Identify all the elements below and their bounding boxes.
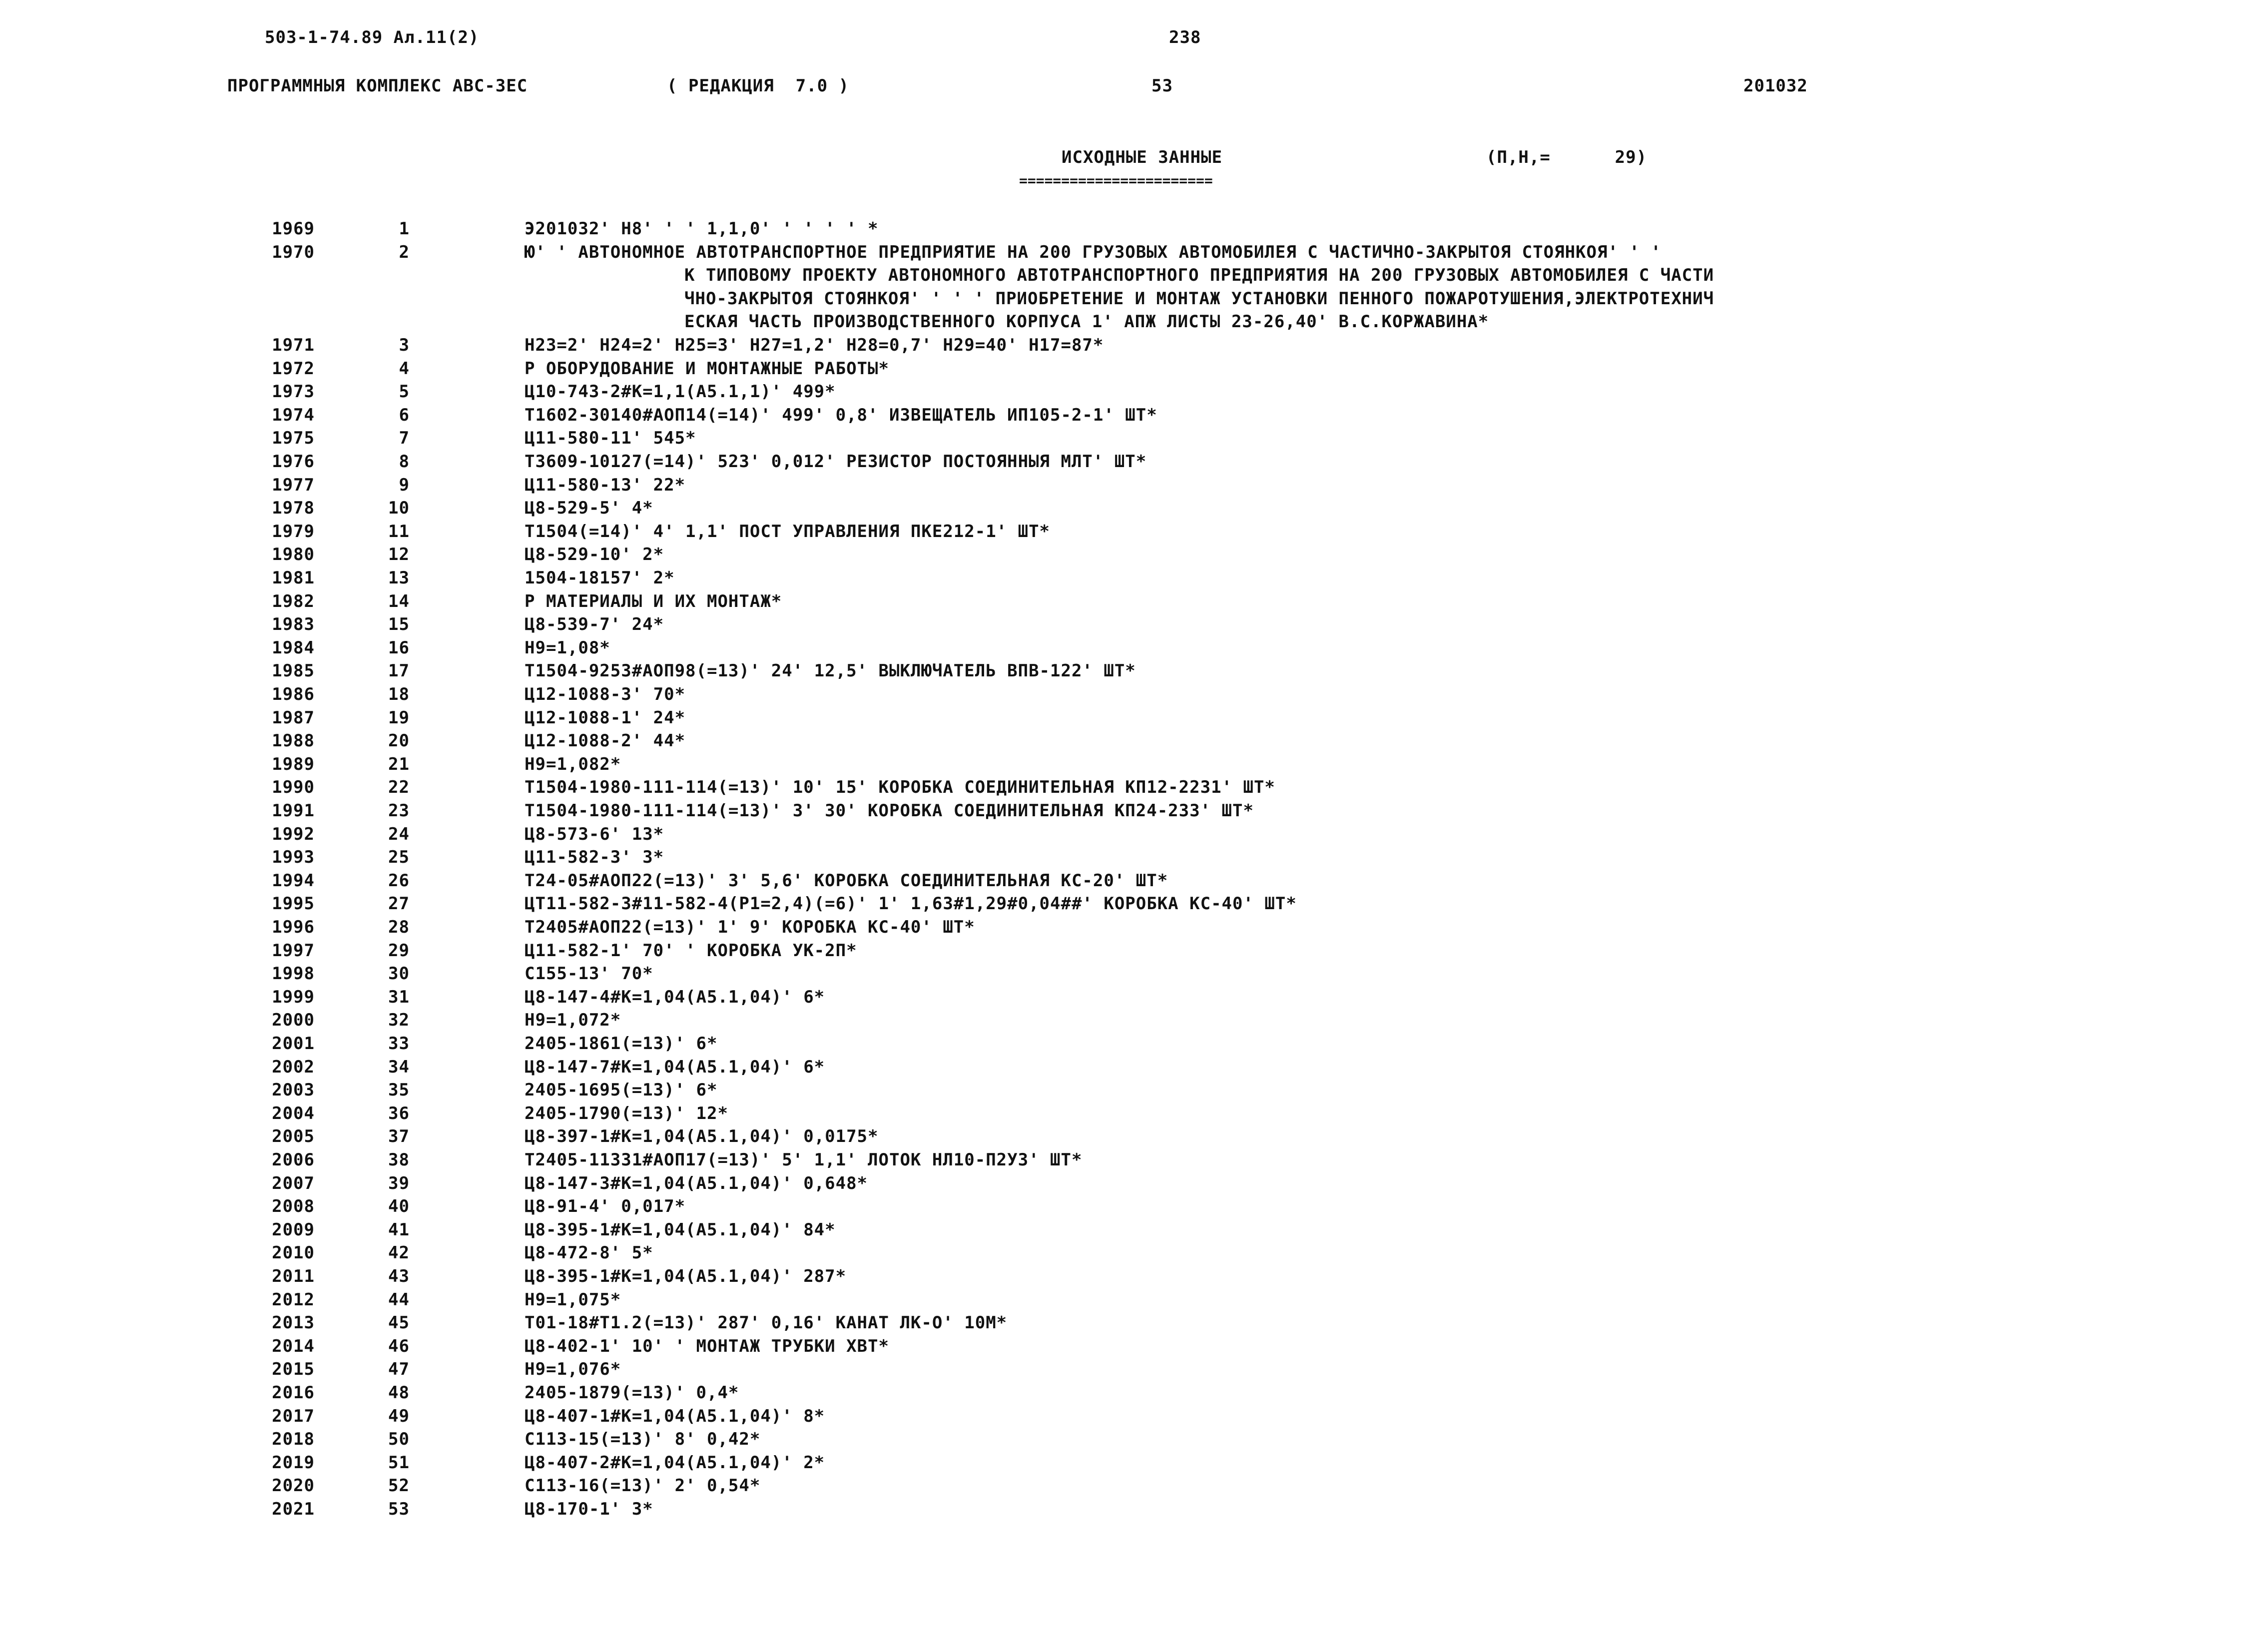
page-number: 238 — [1169, 27, 1201, 47]
listing-seq-number: 12 — [388, 545, 410, 564]
listing-line-number: 2021 — [272, 1499, 315, 1519]
listing-text-continuation: ЕСКАЯ ЧАСТЬ ПРОИЗВОДСТВЕННОГО КОРПУСА 1' АПЖ ЛИСТЫ 23-26,40' В.С.КОРЖАВИНА* — [684, 312, 1489, 332]
listing-seq-number: 41 — [388, 1220, 410, 1240]
listing-seq-number: 32 — [388, 1010, 410, 1030]
listing-text: Ц8-147-4#К=1,04(А5.1,04)' 6* — [525, 987, 825, 1007]
listing-seq-number: 35 — [388, 1080, 410, 1100]
listing-seq-number: 39 — [388, 1173, 410, 1193]
listing-line-number: 2007 — [272, 1173, 315, 1193]
listing-seq-number: 10 — [388, 498, 410, 518]
listing-text: Э201032' Н8' ' ' 1,1,0' ' ' ' ' * — [525, 219, 879, 239]
listing-seq-number: 51 — [388, 1453, 410, 1473]
listing-text: Т1504-9253#АОП98(=13)' 24' 12,5' ВЫКЛЮЧАТЕЛЬ ВПВ-122' ШТ* — [525, 661, 1136, 681]
listing-text: Ц12-1088-3' 70* — [525, 684, 686, 704]
listing-text: Т2405-11331#АОП17(=13)' 5' 1,1' ЛОТОК НЛ10-П2У3' ШТ* — [525, 1150, 1083, 1170]
section-title: ИСХОДНЫЕ ЗАННЫЕ — [1062, 147, 1223, 167]
listing-line-number: 1975 — [272, 428, 315, 448]
program-edition: ( РЕДАКЦИЯ 7.0 ) — [667, 76, 849, 96]
listing-seq-number: 33 — [388, 1034, 410, 1054]
listing-line-number: 1988 — [272, 731, 315, 751]
listing-seq-number: 34 — [388, 1057, 410, 1077]
listing-text: Ц10-743-2#К=1,1(А5.1,1)' 499* — [525, 382, 836, 402]
listing-line-number: 1990 — [272, 777, 315, 797]
listing-line-number: 1979 — [272, 522, 315, 542]
listing-line-number: 1991 — [272, 801, 315, 821]
listing-seq-number: 2 — [399, 242, 410, 262]
listing-text: 1504-18157' 2* — [525, 568, 675, 588]
listing-text: Ц8-407-2#К=1,04(А5.1,04)' 2* — [525, 1453, 825, 1473]
listing-line-number: 1984 — [272, 638, 315, 658]
listing-seq-number: 15 — [388, 614, 410, 634]
listing-seq-number: 40 — [388, 1196, 410, 1216]
listing-text: Т1504-1980-111-114(=13)' 3' 30' КОРОБКА СОЕДИНИТЕЛЬНАЯ КП24-233' ШТ* — [525, 801, 1254, 821]
listing-text: Т3609-10127(=14)' 523' 0,012' РЕЗИСТОР ПОСТОЯННЫЯ МЛТ' ШТ* — [525, 452, 1147, 472]
listing-line-number: 1985 — [272, 661, 315, 681]
listing-text: ЦТ11-582-3#11-582-4(Р1=2,4)(=6)' 1' 1,63#1,29#0,04##' КОРОБКА КС-40' ШТ* — [525, 894, 1297, 914]
listing-text-continuation: К ТИПОВОМУ ПРОЕКТУ АВТОНОМНОГО АВТОТРАНСПОРТНОГО ПРЕДПРИЯТИЯ НА 200 ГРУЗОВЫХ АВТОМОБИЛЕЯ С ЧАСТИ — [684, 265, 1714, 285]
listing-text: Н9=1,075* — [525, 1290, 621, 1310]
document-code: 503-1-74.89 Ал.11(2) — [265, 27, 480, 47]
section-underline: ======================= — [1019, 172, 1213, 189]
listing-seq-number: 23 — [388, 801, 410, 821]
listing-text: Ц11-580-13' 22* — [525, 475, 686, 495]
listing-text: Ц8-91-4' 0,017* — [525, 1196, 686, 1216]
listing-line-number: 1972 — [272, 359, 315, 379]
listing-text: Т1504-1980-111-114(=13)' 10' 15' КОРОБКА СОЕДИНИТЕЛЬНАЯ КП12-2231' ШТ* — [525, 777, 1275, 797]
listing-text: Р МАТЕРИАЛЫ И ИХ МОНТАЖ* — [525, 591, 782, 611]
listing-seq-number: 46 — [388, 1336, 410, 1356]
listing-line-number: 2008 — [272, 1196, 315, 1216]
listing-text: Ц8-147-7#К=1,04(А5.1,04)' 6* — [525, 1057, 825, 1077]
listing-line-number: 1983 — [272, 614, 315, 634]
listing-text: Ц8-472-8' 5* — [525, 1243, 653, 1263]
listing-text: Ц11-580-11' 545* — [525, 428, 696, 448]
listing-seq-number: 25 — [388, 847, 410, 867]
listing-seq-number: 37 — [388, 1126, 410, 1146]
listing-seq-number: 16 — [388, 638, 410, 658]
listing-text: Н23=2' Н24=2' Н25=3' Н27=1,2' Н28=0,7' Н29=40' Н17=87* — [525, 335, 1104, 355]
listing-seq-number: 13 — [388, 568, 410, 588]
listing-seq-number: 42 — [388, 1243, 410, 1263]
listing-text: Т2405#АОП22(=13)' 1' 9' КОРОБКА КС-40' ШТ* — [525, 917, 975, 937]
listing-line-number: 2002 — [272, 1057, 315, 1077]
listing-text: Ц8-539-7' 24* — [525, 614, 664, 634]
listing-line-number: 2003 — [272, 1080, 315, 1100]
listing-text: Ц8-170-1' 3* — [525, 1499, 653, 1519]
listing-line-number: 2012 — [272, 1290, 315, 1310]
listing-seq-number: 31 — [388, 987, 410, 1007]
listing-seq-number: 6 — [399, 405, 410, 425]
listing-text: Р ОБОРУДОВАНИЕ И МОНТАЖНЫЕ РАБОТЫ* — [525, 359, 889, 379]
listing-text: Н9=1,082* — [525, 754, 621, 774]
listing-text: Ц8-395-1#К=1,04(А5.1,04)' 84* — [525, 1220, 836, 1240]
listing-line-number: 1974 — [272, 405, 315, 425]
listing-line-number: 1992 — [272, 824, 315, 844]
listing-seq-number: 30 — [388, 964, 410, 984]
listing-line-number: 1986 — [272, 684, 315, 704]
listing-seq-number: 43 — [388, 1266, 410, 1286]
listing-text: 2405-1790(=13)' 12* — [525, 1103, 728, 1123]
listing-seq-number: 36 — [388, 1103, 410, 1123]
listing-seq-number: 47 — [388, 1359, 410, 1379]
listing-seq-number: 48 — [388, 1383, 410, 1403]
listing-seq-number: 9 — [399, 475, 410, 495]
listing-seq-number: 50 — [388, 1429, 410, 1449]
listing-seq-number: 21 — [388, 754, 410, 774]
listing-text: Ц8-395-1#К=1,04(А5.1,04)' 287* — [525, 1266, 847, 1286]
listing-line-number: 2018 — [272, 1429, 315, 1449]
listing-seq-number: 24 — [388, 824, 410, 844]
listing-line-number: 1996 — [272, 917, 315, 937]
listing-line-number: 1973 — [272, 382, 315, 402]
job-code: 201032 — [1743, 76, 1808, 96]
listing-seq-number: 20 — [388, 731, 410, 751]
listing-seq-number: 11 — [388, 522, 410, 542]
listing-text: Ц8-147-3#К=1,04(А5.1,04)' 0,648* — [525, 1173, 868, 1193]
listing-seq-number: 53 — [388, 1499, 410, 1519]
listing-seq-number: 5 — [399, 382, 410, 402]
listing-line-number: 1987 — [272, 708, 315, 728]
listing-seq-number: 18 — [388, 684, 410, 704]
listing-line-number: 2015 — [272, 1359, 315, 1379]
listing-text: Ц11-582-3' 3* — [525, 847, 664, 867]
listing-text: С155-13' 70* — [525, 964, 653, 984]
listing-line-number: 2014 — [272, 1336, 315, 1356]
listing-seq-number: 45 — [388, 1313, 410, 1333]
listing-line-number: 2001 — [272, 1034, 315, 1054]
listing-line-number: 1982 — [272, 591, 315, 611]
listing-text: Ц12-1088-1' 24* — [525, 708, 686, 728]
listing-seq-number: 3 — [399, 335, 410, 355]
listing-seq-number: 1 — [399, 219, 410, 239]
listing-text: Ц8-573-6' 13* — [525, 824, 664, 844]
listing-text: Т1602-30140#АОП14(=14)' 499' 0,8' ИЗВЕЩАТЕЛЬ ИП105-2-1' ШТ* — [525, 405, 1157, 425]
listing-seq-number: 17 — [388, 661, 410, 681]
listing-text: Т01-18#Т1.2(=13)' 287' 0,16' КАНАТ ЛК-О' 10М* — [525, 1313, 1008, 1333]
listing-line-number: 1977 — [272, 475, 315, 495]
listing-seq-number: 8 — [399, 452, 410, 472]
listing-line-number: 1989 — [272, 754, 315, 774]
listing-text: Н9=1,076* — [525, 1359, 621, 1379]
listing-text: Ц11-582-1' 70' ' КОРОБКА УК-2П* — [525, 941, 857, 961]
listing-line-number: 1980 — [272, 545, 315, 564]
listing-line-number: 1969 — [272, 219, 315, 239]
listing-line-number: 2019 — [272, 1453, 315, 1473]
listing-text-continuation: ЧНО-ЗАКРЫТОЯ СТОЯНКОЯ' ' ' ' ПРИОБРЕТЕНИЕ И МОНТАЖ УСТАНОВКИ ПЕННОГО ПОЖАРОТУШЕНИЯ,ЭЛЕКТРОТЕХНИЧ — [684, 289, 1714, 309]
listing-line-number: 2009 — [272, 1220, 315, 1240]
program-name: ПРОГРАММНЫЯ КОМПЛЕКС АВС-3ЕС — [227, 76, 528, 96]
listing-seq-number: 4 — [399, 359, 410, 379]
listing-line-number: 1971 — [272, 335, 315, 355]
listing-line-number: 1999 — [272, 987, 315, 1007]
listing-seq-number: 19 — [388, 708, 410, 728]
listing-text: Ц8-529-10' 2* — [525, 545, 664, 564]
listing-line-number: 2011 — [272, 1266, 315, 1286]
listing-line-number: 2020 — [272, 1476, 315, 1496]
listing-line-number: 2004 — [272, 1103, 315, 1123]
listing-text: Н9=1,072* — [525, 1010, 621, 1030]
listing-line-number: 2000 — [272, 1010, 315, 1030]
listing-line-number: 1993 — [272, 847, 315, 867]
listing-text: Ц12-1088-2' 44* — [525, 731, 686, 751]
listing-seq-number: 52 — [388, 1476, 410, 1496]
sheet-number: 53 — [1151, 76, 1173, 96]
listing-text: С113-16(=13)' 2' 0,54* — [525, 1476, 761, 1496]
listing-text: 2405-1879(=13)' 0,4* — [525, 1383, 739, 1403]
listing-line-number: 2017 — [272, 1406, 315, 1426]
listing-text: Ц8-402-1' 10' ' МОНТАЖ ТРУБКИ ХВТ* — [525, 1336, 889, 1356]
listing-line-number: 1981 — [272, 568, 315, 588]
listing-line-number: 2005 — [272, 1126, 315, 1146]
listing-line-number: 2006 — [272, 1150, 315, 1170]
listing-text: Т1504(=14)' 4' 1,1' ПОСТ УПРАВЛЕНИЯ ПКЕ212-1' ШТ* — [525, 522, 1051, 542]
listing-line-number: 1976 — [272, 452, 315, 472]
listing-seq-number: 26 — [388, 871, 410, 891]
listing-seq-number: 38 — [388, 1150, 410, 1170]
listing-line-number: 2016 — [272, 1383, 315, 1403]
listing-text: С113-15(=13)' 8' 0,42* — [525, 1429, 761, 1449]
listing-text: Ю' ' АВТОНОМНОЕ АВТОТРАНСПОРТНОЕ ПРЕДПРИЯТИЕ НА 200 ГРУЗОВЫХ АВТОМОБИЛЕЯ С ЧАСТИЧНО-ЗАКРЫТОЯ СТОЯНКОЯ' ' ' — [525, 242, 1662, 262]
listing-line-number: 2010 — [272, 1243, 315, 1263]
listing-line-number: 1995 — [272, 894, 315, 914]
listing-text: 2405-1695(=13)' 6* — [525, 1080, 718, 1100]
listing-line-number: 1997 — [272, 941, 315, 961]
listing-line-number: 1998 — [272, 964, 315, 984]
listing-line-number: 1978 — [272, 498, 315, 518]
listing-text: 2405-1861(=13)' 6* — [525, 1034, 718, 1054]
listing-seq-number: 49 — [388, 1406, 410, 1426]
listing-text: Т24-05#АОП22(=13)' 3' 5,6' КОРОБКА СОЕДИНИТЕЛЬНАЯ КС-20' ШТ* — [525, 871, 1168, 891]
listing-seq-number: 7 — [399, 428, 410, 448]
listing-text: Н9=1,08* — [525, 638, 610, 658]
listing-seq-number: 22 — [388, 777, 410, 797]
listing-seq-number: 27 — [388, 894, 410, 914]
listing-line-number: 1970 — [272, 242, 315, 262]
listing-line-number: 1994 — [272, 871, 315, 891]
listing-text: Ц8-407-1#К=1,04(А5.1,04)' 8* — [525, 1406, 825, 1426]
listing-seq-number: 44 — [388, 1290, 410, 1310]
listing-seq-number: 14 — [388, 591, 410, 611]
listing-seq-number: 28 — [388, 917, 410, 937]
listing-line-number: 2013 — [272, 1313, 315, 1333]
listing-seq-number: 29 — [388, 941, 410, 961]
listing-text: Ц8-397-1#К=1,04(А5.1,04)' 0,0175* — [525, 1126, 879, 1146]
section-reference: (П,Н,= 29) — [1486, 147, 1648, 167]
listing-text: Ц8-529-5' 4* — [525, 498, 653, 518]
